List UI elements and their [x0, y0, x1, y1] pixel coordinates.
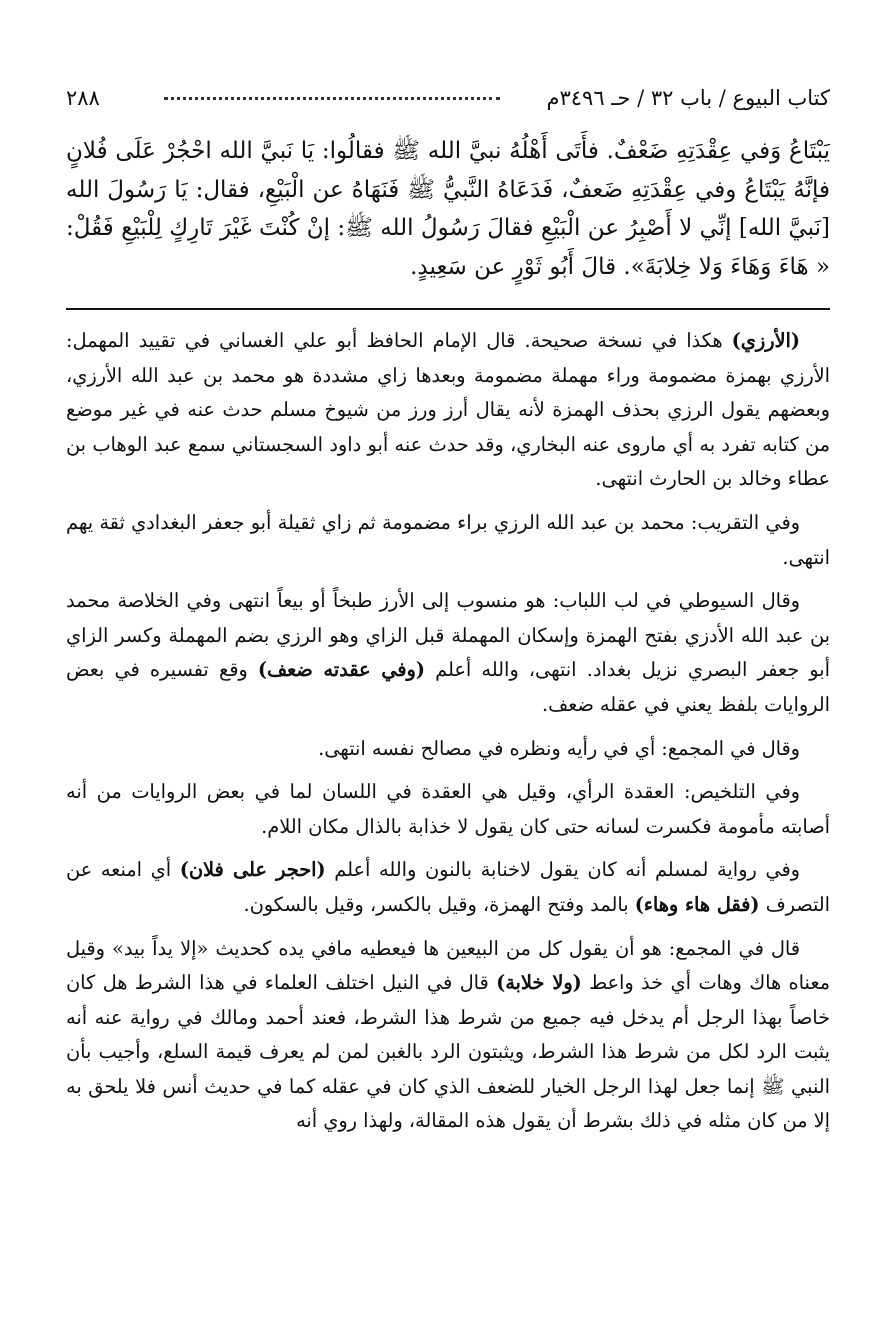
commentary-paragraph-2 — [66, 506, 830, 575]
footnote-separator — [66, 308, 830, 310]
commentary-term: (احجر على فلان) — [179, 858, 326, 882]
commentary-term: (ولا خلابة) — [496, 971, 582, 995]
commentary-paragraph-6 — [66, 853, 830, 922]
running-header — [66, 78, 830, 118]
hadith-text: يَبْتَاعُ وَفي عِقْدَتِهِ ضَعْفٌ. فأَتَى أَهْلُهُ نبيَّ الله ﷺ فقالُوا: يَا نَبيَّ الله احْجُرْ عَلَى فُلانٍ فإنَّهُ يَبْتَاعُ وفي عِقْدَتِهِ ضَعفٌ، فَدَعَاهُ النَّبيُّ ﷺ فَنَهَاهُ عن الْبَيْعِ، فقال: يَا رَسُولَ الله [نَبيَّ الله] إنِّي لا أَصْبِرُ عن الْبَيْعِ فقالَ رَسُولُ الله ﷺ: إنْ كُنْتَ غَيْرَ تَارِكٍ لِلْبَيْعِ فَقُلْ: « هَاءَ وَهَاءَ وَلا خِلابَةَ». قالَ أَبُو ثَوْرٍ عن سَعِيدٍ. — [66, 138, 830, 280]
commentary-term: (فقل هاء وهاء) — [634, 892, 760, 916]
commentary-text: وفي التقريب: محمد بن عبد الله الرزي براء مضمومة ثم زاي ثقيلة أبو جعفر البغدادي ثقة يهم انتهى. — [66, 510, 830, 569]
commentary-text: أي امنعه عن التصرف — [66, 858, 830, 916]
page-number: ٢٨٨ — [66, 86, 100, 110]
commentary-paragraph-1 — [66, 324, 830, 497]
commentary-text: بالمد وفتح الهمزة، وقيل بالكسر، وقيل بالسكون. — [243, 892, 635, 916]
commentary-term: (وفي عقدته ضعف) — [257, 658, 425, 682]
commentary-paragraph-3 — [66, 584, 830, 722]
commentary-text: قال في النيل اختلف العلماء في هذا الشرط هل كان خاصاً بهذا الرجل أم يدخل فيه جميع من شرط هذا الشرط، فعند أحمد ومالك في رواية عنه أنه يثبت الرد لكل من شرط هذا الشرط، ويثبتون الرد بالغبن لمن لم يعرف قيمة السلع، وأجيب بأن النبي ﷺ إنما جعل لهذا الرجل الخيار للضعف الذي كان في عقله كما في حديث أنس فلا يلحق به إلا من كان مثله في ذلك بشرط أن يقول هذه المقالة، ولهذا روي أنه — [66, 971, 830, 1133]
commentary-text: قال في المجمع: هو أن يقول كل من البيعين ها فيعطيه مافي يده كحديث «إلا يداً بيد» وقيل معناه هاك وهات أي خذ واعط — [66, 936, 830, 995]
commentary-text: هكذا في نسخة صحيحة. قال الإمام الحافظ أبو علي الغساني في تقييد المهمل: الأرزي بهمزة مضمومة وراء مهملة مضمومة وبعدها زاي مشددة هو محمد بن عبد الله الأرزي، وبعضهم يقول الرزي بحذف الهمزة لأنه يقال أرز ورز من شيوخ مسلم حدث عنه في غير موضع من كتابه تفرد به أي ماروى عنه البخاري، وقد حدث عنه أبو داود السجستاني سمع عبد الوهاب بن عطاء وخالد بن الحارث انتهى. — [66, 329, 830, 491]
commentary-paragraph-4 — [66, 732, 830, 767]
header-dot-leader — [164, 97, 500, 100]
commentary-text: وقال السيوطي في لب اللباب: هو منسوب إلى الأرز طبخاً أو بيعاً انتهى وفي الخلاصة محمد بن عبد الله الأدزي بفتح الهمزة وإسكان المهملة قبل الزاي وهو الرزي بضم المهملة وكسر الزاي أبو جعفر البصري نزيل بغداد. انتهى، والله أعلم — [66, 589, 830, 682]
commentary-paragraph-7 — [66, 932, 830, 1140]
book-page — [66, 78, 830, 1148]
header-title: كتاب البيوع / باب ٣٢ / حـ ٣٤٩٦م — [546, 86, 830, 110]
commentary-term: (الأرزي) — [731, 329, 800, 352]
commentary-text: وقال في المجمع: أي في رأيه ونظره في مصالح نفسه انتهى. — [318, 736, 800, 760]
commentary-text: وفي التلخيص: العقدة الرأي، وقيل هي العقدة في اللسان لما في بعض الروايات من أنه أصابته مأمومة فكسرت لسانه حتى كان يقول لا خذابة بالذال مكان اللام. — [66, 780, 830, 838]
commentary — [66, 324, 830, 1139]
commentary-paragraph-5 — [66, 775, 830, 844]
commentary-text: وفي رواية لمسلم أنه كان يقول لاخنابة بالنون والله أعلم — [325, 858, 800, 882]
commentary-text: وقع تفسيره في بعض الروايات بلفظ يعني في عقله ضعف. — [66, 658, 830, 716]
